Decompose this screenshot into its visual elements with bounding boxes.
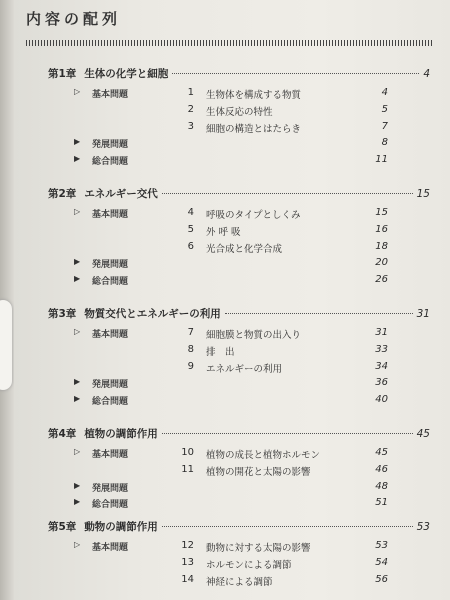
section-type: 基本問題: [92, 90, 129, 100]
topic-number: 3: [187, 120, 194, 132]
toc-entry: [14, 104, 450, 120]
chapter-number: 第2章: [48, 188, 77, 200]
page-number: 8: [381, 137, 388, 149]
chapter-page: 45: [416, 428, 430, 440]
topic-title: ホルモンによる調節: [206, 559, 292, 571]
topic-number: 8: [187, 343, 194, 355]
topic-number: 4: [187, 207, 194, 218]
section-type: 総合問題: [92, 397, 129, 408]
page-number: 16: [375, 223, 388, 235]
topic-number: 6: [187, 240, 194, 252]
section-type: 基本問題: [92, 450, 129, 460]
chapter-heading: [48, 519, 430, 534]
hollow-triangle-icon: ▷: [74, 540, 81, 549]
topic-title: 神経による調節: [206, 576, 273, 588]
toc-entry: [14, 274, 450, 290]
leader-dots: [172, 73, 419, 74]
topic-title: 細胞の構造とはたらき: [206, 123, 302, 135]
page-title: 内容の配列: [26, 10, 122, 28]
topic-title: 細胞膜と物質の出入り: [206, 330, 302, 341]
filled-triangle-icon: ▶: [74, 137, 81, 147]
toc-entry: [14, 154, 450, 170]
chapter-heading: [48, 306, 430, 321]
topic-title: 外 呼 吸: [206, 226, 241, 238]
chapter-number: 第1章: [48, 68, 77, 80]
topic-number: 5: [187, 223, 194, 235]
topic-number: 2: [187, 103, 194, 115]
page-number: 54: [375, 556, 388, 568]
toc-entry: [14, 557, 450, 573]
topic-number: 9: [187, 360, 194, 372]
chapter-number: 第4章: [48, 428, 77, 440]
page-number: 7: [381, 120, 388, 132]
page-number: 51: [375, 497, 388, 509]
page-number: 26: [375, 274, 388, 286]
filled-triangle-icon: ▶: [74, 497, 81, 507]
topic-number: 13: [181, 556, 194, 568]
leader-dots: [162, 193, 413, 194]
toc-entry: [14, 257, 450, 273]
page-number: 18: [375, 240, 388, 252]
section-type: 総合問題: [92, 277, 129, 288]
header-rule: [26, 40, 434, 46]
chapter-page: 15: [416, 188, 430, 200]
chapter-page: 31: [416, 308, 430, 320]
filled-triangle-icon: ▶: [74, 274, 81, 284]
page-number: 56: [375, 573, 388, 585]
chapter-title: 動物の調節作用: [84, 521, 158, 533]
chapter-heading: [48, 186, 430, 201]
topic-number: 10: [181, 447, 194, 458]
document-page: [14, 0, 450, 600]
topic-number: 14: [181, 573, 194, 585]
toc-entry: [14, 327, 450, 343]
section-type: 基本問題: [92, 210, 129, 220]
topic-number: 7: [187, 327, 194, 338]
chapter-title: 物質交代とエネルギーの利用: [84, 308, 221, 320]
leader-dots: [225, 313, 413, 314]
section-type: 基本問題: [92, 330, 129, 340]
toc-entry: [14, 394, 450, 410]
page-number: 20: [375, 257, 388, 269]
toc-entry: [14, 87, 450, 103]
toc-entry: [14, 121, 450, 137]
toc-entry: [14, 464, 450, 480]
topic-title: 生物体を構成する物質: [206, 90, 302, 101]
toc-entry: [14, 344, 450, 360]
section-type: 発展問題: [92, 140, 129, 151]
hollow-triangle-icon: ▷: [74, 207, 81, 216]
section-type: 総合問題: [92, 157, 129, 168]
chapter-title: エネルギー交代: [84, 188, 158, 200]
hollow-triangle-icon: ▷: [74, 87, 81, 96]
topic-title: 生体反応の特性: [206, 106, 273, 118]
toc-entry: [14, 361, 450, 377]
toc-entry: [14, 540, 450, 556]
topic-number: 12: [181, 540, 194, 551]
toc-entry: [14, 481, 450, 497]
filled-triangle-icon: ▶: [74, 257, 81, 267]
page-number: 15: [375, 207, 388, 218]
chapter-title: 植物の調節作用: [84, 428, 158, 440]
topic-title: 光合成と化学合成: [206, 243, 283, 255]
leader-dots: [162, 526, 413, 527]
page-clip: [0, 300, 12, 390]
topic-number: 1: [187, 87, 194, 98]
section-type: 発展問題: [92, 380, 129, 391]
page-number: 45: [375, 447, 388, 458]
page-number: 46: [375, 463, 388, 475]
toc-entry: [14, 137, 450, 153]
chapter-number: 第5章: [48, 521, 77, 533]
topic-title: 排 出: [206, 346, 235, 358]
hollow-triangle-icon: ▷: [74, 327, 81, 336]
section-type: 基本問題: [92, 543, 129, 553]
topic-number: 11: [181, 463, 194, 475]
topic-title: 植物の成長と植物ホルモン: [206, 450, 321, 461]
page-number: 48: [375, 480, 388, 492]
hollow-triangle-icon: ▷: [74, 447, 81, 456]
chapter-page: 4: [423, 68, 430, 80]
toc-entry: [14, 497, 450, 513]
topic-title: エネルギーの利用: [206, 363, 283, 375]
leader-dots: [162, 433, 413, 434]
page-number: 40: [375, 394, 388, 406]
toc-entry: [14, 447, 450, 463]
page-number: 4: [381, 87, 388, 98]
filled-triangle-icon: ▶: [74, 377, 81, 387]
page-number: 34: [375, 360, 388, 372]
topic-title: 呼吸のタイプとしくみ: [206, 210, 301, 221]
page-number: 11: [375, 154, 388, 166]
chapter-number: 第3章: [48, 308, 77, 320]
page-number: 5: [381, 103, 388, 115]
toc-entry: [14, 377, 450, 393]
topic-title: 動物に対する太陽の影響: [206, 543, 311, 554]
chapter-heading: [48, 426, 430, 441]
page-number: 31: [375, 327, 388, 338]
section-type: 発展問題: [92, 483, 129, 494]
filled-triangle-icon: ▶: [74, 154, 81, 164]
page-number: 53: [375, 540, 388, 551]
topic-title: 植物の開花と太陽の影響: [206, 466, 311, 478]
filled-triangle-icon: ▶: [74, 480, 81, 490]
toc-entry: [14, 224, 450, 240]
filled-triangle-icon: ▶: [74, 394, 81, 404]
chapter-title: 生体の化学と細胞: [84, 68, 169, 80]
toc-entry: [14, 241, 450, 257]
page-number: 36: [375, 377, 388, 389]
section-type: 総合問題: [92, 500, 129, 511]
page-number: 33: [375, 343, 388, 355]
chapter-heading: [48, 66, 430, 81]
toc-entry: [14, 207, 450, 223]
toc-entry: [14, 574, 450, 590]
section-type: 発展問題: [92, 260, 129, 271]
chapter-page: 53: [416, 521, 430, 533]
